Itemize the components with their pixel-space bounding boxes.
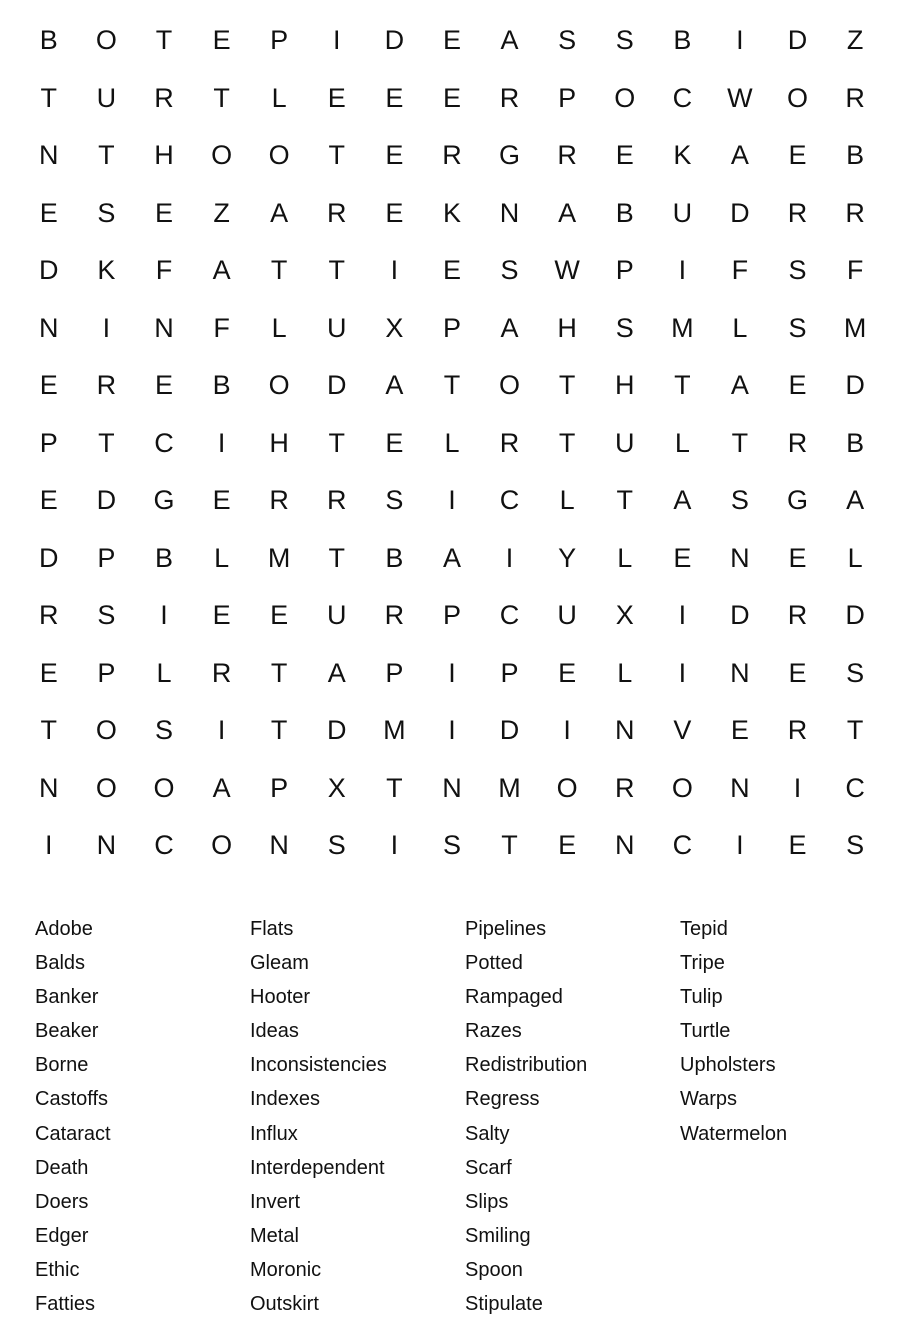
grid-cell[interactable]: L <box>156 657 172 688</box>
grid-cell[interactable]: E <box>788 657 807 688</box>
word-list-item: Interdependent <box>250 1156 385 1179</box>
grid-cell[interactable]: O <box>787 82 809 113</box>
word-list-item: Slips <box>465 1190 509 1213</box>
grid-cell[interactable]: R <box>787 427 808 458</box>
grid-cell[interactable]: R <box>211 657 232 688</box>
word-list-item: Beaker <box>35 1020 99 1043</box>
grid-cell[interactable]: R <box>96 370 117 400</box>
grid-cell[interactable]: P <box>270 25 289 55</box>
word-list-item: Pipelines <box>465 918 547 940</box>
grid-cell[interactable]: T <box>328 255 346 285</box>
word-list-item: Salty <box>465 1122 510 1145</box>
grid-cell[interactable]: L <box>271 82 287 113</box>
puzzle-grid <box>20 12 884 875</box>
grid-row <box>20 530 884 588</box>
grid-cell[interactable]: T <box>328 140 346 170</box>
word-list-item: Rampaged <box>465 986 563 1009</box>
grid-cell[interactable]: I <box>390 255 399 285</box>
grid-cell[interactable]: S <box>615 312 634 343</box>
grid-cell[interactable]: T <box>731 427 749 458</box>
grid-cell[interactable]: L <box>444 427 460 458</box>
grid-cell[interactable]: E <box>673 542 692 573</box>
grid-cell[interactable]: B <box>615 197 634 228</box>
grid-cell[interactable]: S <box>788 312 807 343</box>
grid-cell[interactable]: D <box>787 25 808 55</box>
grid-cell[interactable]: N <box>730 657 750 688</box>
grid-cell[interactable]: N <box>614 715 635 745</box>
grid-cell[interactable]: E <box>39 657 58 688</box>
grid-cell[interactable]: R <box>614 772 635 803</box>
grid-cell[interactable]: E <box>442 82 461 113</box>
grid-cell[interactable]: C <box>154 427 174 458</box>
word-list-item: Moronic <box>250 1258 322 1281</box>
grid-cell[interactable]: A <box>212 772 231 803</box>
grid-cell[interactable]: I <box>793 772 802 803</box>
grid-cell[interactable]: P <box>270 772 289 803</box>
word-list-item: Ideas <box>250 1020 299 1043</box>
grid-row <box>20 702 884 760</box>
grid-cell[interactable]: I <box>217 715 226 745</box>
grid-cell[interactable]: E <box>327 82 346 113</box>
grid-cell[interactable]: D <box>327 715 347 745</box>
grid-cell[interactable]: E <box>385 427 404 458</box>
grid-cell[interactable]: M <box>383 715 406 745</box>
grid-cell[interactable]: Y <box>558 542 577 573</box>
word-list-item: Influx <box>250 1122 298 1145</box>
grid-cell[interactable]: A <box>327 657 346 688</box>
grid-cell[interactable]: L <box>617 542 633 573</box>
grid-cell[interactable]: T <box>155 25 173 55</box>
grid-cell[interactable]: T <box>98 427 115 458</box>
grid-cell[interactable]: U <box>614 427 635 458</box>
grid-cell[interactable]: T <box>616 485 633 515</box>
grid-cell[interactable]: A <box>730 370 749 400</box>
grid-cell[interactable]: U <box>672 197 693 228</box>
grid-cell[interactable]: K <box>442 197 461 228</box>
grid-cell[interactable]: S <box>500 255 519 285</box>
grid-row <box>20 817 884 875</box>
grid-cell[interactable]: S <box>846 657 865 688</box>
grid-cell[interactable]: E <box>788 140 807 170</box>
word-list-item: Scarf <box>465 1156 512 1179</box>
grid-cell[interactable]: U <box>557 600 577 630</box>
grid-cell[interactable]: E <box>558 830 577 860</box>
grid-cell[interactable]: R <box>269 485 289 515</box>
grid-cell[interactable]: A <box>212 255 231 285</box>
word-list-item: Doers <box>35 1190 89 1213</box>
word-list-item: Flats <box>250 918 294 940</box>
grid-cell[interactable]: D <box>327 370 347 400</box>
word-list-item: Gleam <box>250 952 309 975</box>
word-column <box>250 912 465 1321</box>
grid-cell[interactable]: E <box>154 197 173 228</box>
grid-cell[interactable]: O <box>499 370 521 400</box>
grid-cell[interactable]: I <box>45 830 53 860</box>
grid-cell[interactable]: O <box>211 140 233 170</box>
grid-cell[interactable]: N <box>39 312 59 343</box>
grid-cell[interactable]: A <box>442 542 461 573</box>
grid-cell[interactable]: W <box>727 82 753 113</box>
word-list-item: Balds <box>35 952 86 975</box>
grid-cell[interactable]: I <box>678 255 687 285</box>
grid-cell[interactable]: S <box>846 830 865 860</box>
grid-cell[interactable]: K <box>97 255 116 285</box>
grid-cell[interactable]: R <box>327 197 347 228</box>
grid-cell[interactable]: N <box>499 197 520 228</box>
grid-cell[interactable]: Z <box>213 197 230 228</box>
grid-cell[interactable]: S <box>154 715 173 745</box>
grid-cell[interactable]: A <box>846 485 865 515</box>
word-list-item: Adobe <box>35 918 93 940</box>
grid-row <box>20 12 884 70</box>
grid-cell[interactable]: L <box>617 657 633 688</box>
grid-cell[interactable]: O <box>614 82 636 113</box>
grid-cell[interactable]: K <box>673 140 692 170</box>
grid-cell[interactable]: D <box>730 197 750 228</box>
grid-cell[interactable]: E <box>385 140 404 170</box>
grid-cell[interactable]: T <box>674 370 691 400</box>
grid-row <box>20 185 884 243</box>
word-list-item: Regress <box>465 1088 540 1111</box>
grid-cell[interactable]: R <box>787 715 808 745</box>
grid-cell[interactable]: C <box>672 830 693 860</box>
grid-row <box>20 300 884 358</box>
grid-cell[interactable]: T <box>270 657 288 688</box>
grid-cell[interactable]: N <box>154 312 174 343</box>
grid-cell[interactable]: C <box>672 82 693 113</box>
grid-cell[interactable]: A <box>730 140 749 170</box>
grid-cell[interactable]: E <box>788 542 807 573</box>
grid-cell[interactable]: M <box>498 772 521 803</box>
grid-cell[interactable]: R <box>154 82 174 113</box>
grid-cell[interactable]: T <box>40 715 58 745</box>
grid-cell[interactable]: D <box>384 25 405 55</box>
grid-cell[interactable]: X <box>615 600 634 630</box>
word-list-item: Fatties <box>35 1293 96 1316</box>
word-list-item: Redistribution <box>465 1054 588 1077</box>
grid-cell[interactable]: N <box>39 140 59 170</box>
grid-cell[interactable]: A <box>500 25 519 55</box>
grid-cell[interactable]: A <box>500 312 519 343</box>
grid-cell[interactable]: N <box>269 830 289 860</box>
grid-cell[interactable]: T <box>386 772 403 803</box>
grid-cell[interactable]: E <box>385 82 404 113</box>
word-list-item: Hooter <box>250 986 311 1009</box>
grid-cell[interactable]: B <box>846 140 865 170</box>
grid-cell[interactable]: L <box>214 542 230 573</box>
word-list-item: Razes <box>465 1020 522 1043</box>
grid-cell[interactable]: G <box>787 485 809 515</box>
grid-cell[interactable]: U <box>96 82 117 113</box>
grid-cell[interactable]: B <box>39 25 58 55</box>
grid-cell[interactable]: I <box>160 600 168 630</box>
grid-cell[interactable]: R <box>787 197 808 228</box>
grid-cell[interactable]: T <box>501 830 518 860</box>
grid-cell[interactable]: S <box>327 830 346 860</box>
grid-cell[interactable]: L <box>559 485 575 515</box>
grid-cell[interactable]: I <box>678 600 687 630</box>
grid-cell[interactable]: D <box>845 370 865 400</box>
grid-cell[interactable]: O <box>95 715 117 745</box>
grid-cell[interactable]: R <box>499 82 520 113</box>
grid-cell[interactable]: S <box>385 485 404 515</box>
word-column <box>35 912 250 1321</box>
grid-cell[interactable]: P <box>615 255 634 285</box>
grid-cell[interactable]: I <box>448 485 456 515</box>
grid-cell[interactable]: T <box>40 82 58 113</box>
word-list-item: Banker <box>35 986 99 1009</box>
grid-cell[interactable]: S <box>558 25 577 55</box>
grid-cell[interactable]: E <box>385 197 404 228</box>
word-list-item: Outskirt <box>250 1293 319 1316</box>
grid-cell[interactable]: I <box>390 830 399 860</box>
grid-cell[interactable]: L <box>847 542 863 573</box>
grid-cell[interactable]: N <box>614 830 635 860</box>
grid-cell[interactable]: I <box>678 657 687 688</box>
grid-cell[interactable]: I <box>505 542 514 573</box>
grid-cell[interactable]: T <box>558 427 576 458</box>
grid-cell[interactable]: O <box>95 772 117 803</box>
word-list-item: Stipulate <box>465 1293 543 1316</box>
grid-cell[interactable]: T <box>558 370 576 400</box>
grid-cell[interactable]: E <box>442 255 461 285</box>
grid-cell[interactable]: E <box>39 485 58 515</box>
grid-cell[interactable]: E <box>212 485 231 515</box>
grid-cell[interactable]: D <box>499 715 520 745</box>
grid-cell[interactable]: N <box>96 830 117 860</box>
grid-cell[interactable]: A <box>270 197 289 228</box>
grid-row <box>20 127 884 185</box>
grid-cell[interactable]: G <box>153 485 175 515</box>
word-list-item: Tripe <box>680 952 725 975</box>
grid-cell[interactable]: I <box>563 715 571 745</box>
grid-cell[interactable]: E <box>615 140 634 170</box>
grid-cell[interactable]: S <box>97 197 116 228</box>
grid-cell[interactable]: O <box>153 772 175 803</box>
grid-cell[interactable]: S <box>730 485 749 515</box>
grid-cell[interactable]: I <box>333 25 341 55</box>
grid-cell[interactable]: T <box>328 542 346 573</box>
word-list-item: Tulip <box>680 986 723 1009</box>
grid-row <box>20 472 884 530</box>
grid-cell[interactable]: E <box>39 370 58 400</box>
grid-cell[interactable]: M <box>671 312 694 343</box>
grid-cell[interactable]: C <box>845 772 865 803</box>
grid-cell[interactable]: A <box>673 485 692 515</box>
grid-cell[interactable]: R <box>845 197 865 228</box>
grid-cell[interactable]: B <box>154 542 173 573</box>
word-list-item: Edger <box>35 1224 89 1247</box>
word-list-item: Potted <box>465 952 523 975</box>
grid-cell[interactable]: U <box>327 600 347 630</box>
grid-cell[interactable]: O <box>268 140 290 170</box>
grid-cell[interactable]: E <box>788 830 807 860</box>
grid-cell[interactable]: T <box>270 255 288 285</box>
grid-cell[interactable]: P <box>442 600 461 630</box>
grid-cell[interactable]: I <box>102 312 111 343</box>
grid-cell[interactable]: B <box>385 542 404 573</box>
word-list-item: Borne <box>35 1054 89 1077</box>
grid-cell[interactable]: E <box>270 600 289 630</box>
grid-cell[interactable]: G <box>499 140 521 170</box>
grid-cell[interactable]: M <box>843 312 867 343</box>
grid-cell[interactable]: I <box>448 657 456 688</box>
grid-cell[interactable]: H <box>557 312 577 343</box>
grid-cell[interactable]: B <box>212 370 231 400</box>
grid-cell[interactable]: C <box>154 830 174 860</box>
grid-cell[interactable]: N <box>730 772 750 803</box>
grid-cell[interactable]: E <box>39 197 58 228</box>
word-list-item: Warps <box>680 1088 738 1111</box>
grid-cell[interactable]: P <box>385 657 404 688</box>
grid-cell[interactable]: O <box>211 830 233 860</box>
grid-cell[interactable]: B <box>673 25 692 55</box>
grid-cell[interactable]: R <box>499 427 520 458</box>
grid-cell[interactable]: F <box>155 255 173 285</box>
grid-cell[interactable]: E <box>154 370 173 400</box>
grid-cell[interactable]: H <box>269 427 289 458</box>
grid-cell[interactable]: R <box>442 140 462 170</box>
grid-cell[interactable]: A <box>558 197 577 228</box>
grid-cell[interactable]: D <box>730 600 750 630</box>
grid-cell[interactable]: R <box>845 82 865 113</box>
grid-cell[interactable]: A <box>385 370 404 400</box>
grid-cell[interactable]: E <box>788 370 807 400</box>
grid-cell[interactable]: R <box>384 600 405 630</box>
grid-cell[interactable]: D <box>39 542 59 573</box>
grid-cell[interactable]: D <box>39 255 59 285</box>
grid-cell[interactable]: S <box>615 25 634 55</box>
grid-cell[interactable]: F <box>213 312 230 343</box>
grid-row <box>20 587 884 645</box>
grid-cell[interactable]: D <box>845 600 865 630</box>
grid-cell[interactable]: E <box>730 715 749 745</box>
word-list-item: Indexes <box>250 1088 321 1111</box>
word-list-item: Ethic <box>35 1258 80 1281</box>
grid-row <box>20 242 884 300</box>
grid-cell[interactable]: H <box>154 140 174 170</box>
grid-cell[interactable]: L <box>674 427 690 458</box>
grid-cell[interactable]: P <box>558 82 577 113</box>
grid-cell[interactable]: D <box>96 485 117 515</box>
grid-cell[interactable]: T <box>443 370 461 400</box>
grid-cell[interactable]: H <box>614 370 635 400</box>
grid-cell[interactable]: M <box>267 542 291 573</box>
grid-row <box>20 70 884 128</box>
grid-cell[interactable]: O <box>268 370 290 400</box>
grid-cell[interactable]: F <box>846 255 864 285</box>
grid-cell[interactable]: L <box>271 312 287 343</box>
word-list-item: Death <box>35 1156 89 1179</box>
word-list-item: Smiling <box>465 1224 531 1247</box>
grid-cell[interactable]: E <box>558 657 577 688</box>
grid-row <box>20 760 884 818</box>
grid-cell[interactable]: I <box>448 715 456 745</box>
grid-row <box>20 415 884 473</box>
grid-cell[interactable]: W <box>554 255 580 285</box>
grid-cell[interactable]: U <box>327 312 347 343</box>
grid-cell[interactable]: F <box>731 255 749 285</box>
word-column <box>465 912 680 1321</box>
grid-cell[interactable]: E <box>442 25 461 55</box>
grid-cell[interactable]: E <box>212 25 231 55</box>
grid-cell[interactable]: S <box>788 255 807 285</box>
grid-cell[interactable]: X <box>385 312 404 343</box>
grid-cell[interactable]: N <box>442 772 462 803</box>
grid-cell[interactable]: V <box>673 715 692 745</box>
grid-cell[interactable]: O <box>95 25 117 55</box>
grid-cell[interactable]: N <box>730 542 750 573</box>
grid-cell[interactable]: P <box>39 427 58 458</box>
grid-cell[interactable]: I <box>736 25 744 55</box>
grid-row <box>20 645 884 703</box>
grid-cell[interactable]: T <box>98 140 115 170</box>
grid-cell[interactable]: R <box>327 485 347 515</box>
word-list-item: Cataract <box>35 1122 111 1145</box>
grid-cell[interactable]: P <box>97 542 116 573</box>
grid-cell[interactable]: B <box>846 427 865 458</box>
grid-row <box>20 357 884 415</box>
grid-cell[interactable]: E <box>212 600 231 630</box>
grid-cell[interactable]: X <box>327 772 346 803</box>
word-list-item: Turtle <box>680 1020 731 1043</box>
grid-cell[interactable]: T <box>270 715 288 745</box>
grid-cell[interactable]: C <box>499 485 520 515</box>
word-list-item: Castoffs <box>35 1088 108 1111</box>
grid-cell[interactable]: P <box>442 312 461 343</box>
grid-cell[interactable]: Z <box>846 25 864 55</box>
word-list-item: Watermelon <box>680 1122 788 1145</box>
grid-cell[interactable]: I <box>736 830 744 860</box>
grid-cell[interactable]: T <box>846 715 864 745</box>
grid-cell[interactable]: P <box>500 657 519 688</box>
word-list-item: Upholsters <box>680 1054 776 1077</box>
word-list-item: Tepid <box>680 918 728 940</box>
grid-cell[interactable]: R <box>557 140 577 170</box>
grid-cell[interactable]: O <box>671 772 693 803</box>
grid-cell[interactable]: O <box>556 772 578 803</box>
grid-cell[interactable]: T <box>328 427 346 458</box>
word-list-item: Spoon <box>465 1258 523 1281</box>
grid-cell[interactable]: R <box>787 600 808 630</box>
grid-cell[interactable]: R <box>39 600 59 630</box>
word-list-item: Metal <box>250 1224 299 1247</box>
word-list <box>35 912 895 1321</box>
grid-cell[interactable]: P <box>97 657 116 688</box>
word-list-item: Invert <box>250 1190 301 1213</box>
grid-cell[interactable]: T <box>213 82 230 113</box>
grid-cell[interactable]: L <box>732 312 748 343</box>
word-list-item: Inconsistencies <box>250 1054 387 1077</box>
grid-cell[interactable]: S <box>97 600 116 630</box>
grid-cell[interactable]: N <box>39 772 59 803</box>
grid-cell[interactable]: S <box>442 830 461 860</box>
word-column <box>680 912 895 1321</box>
grid-cell[interactable]: C <box>499 600 520 630</box>
grid-cell[interactable]: I <box>217 427 226 458</box>
